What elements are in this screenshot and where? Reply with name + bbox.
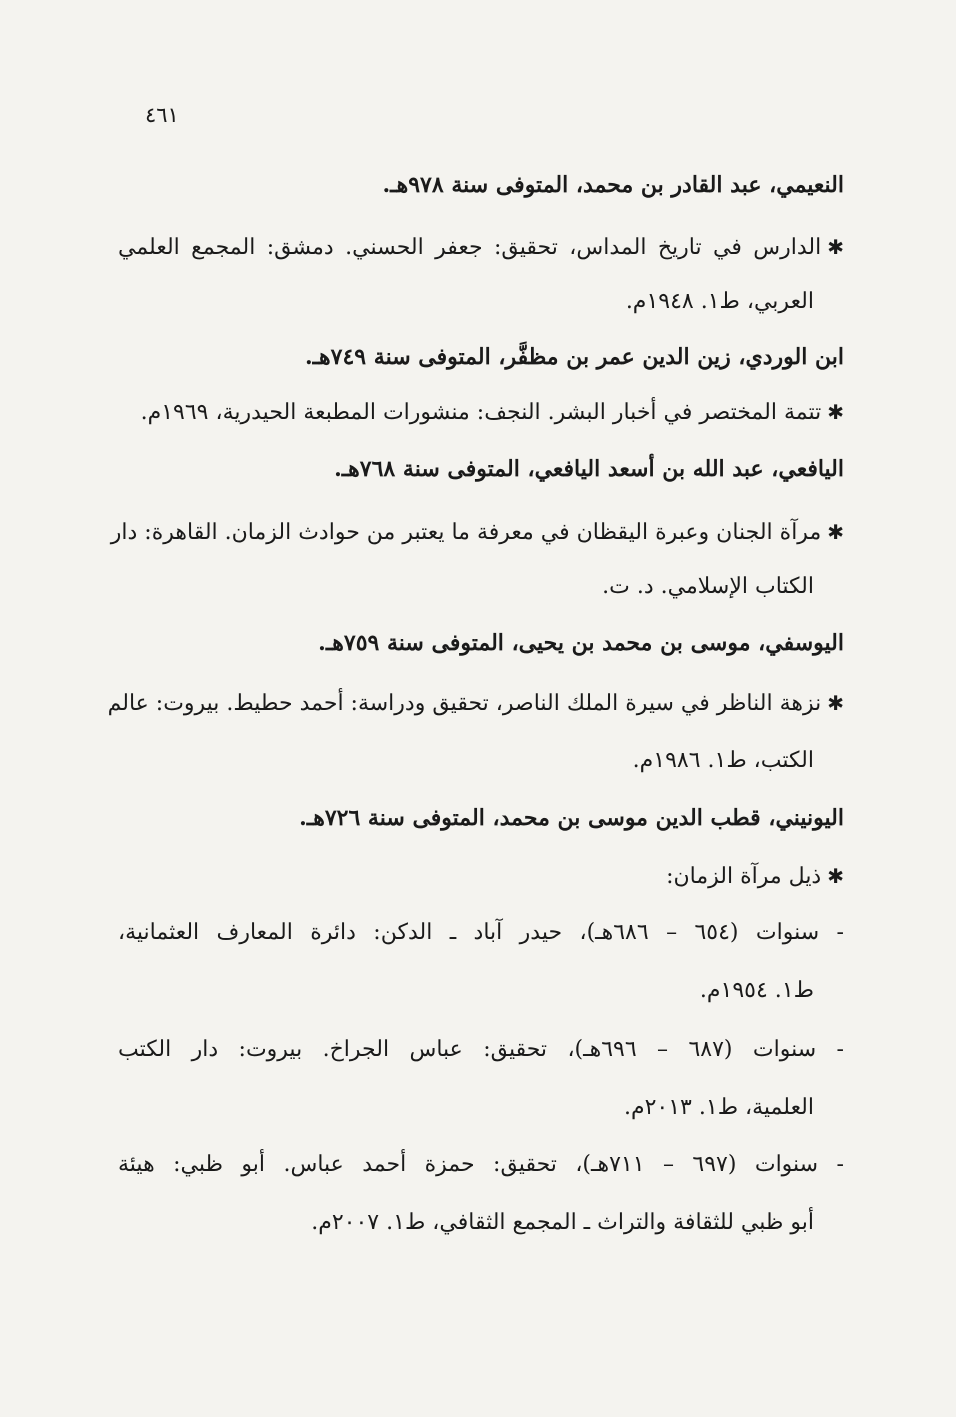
entry-line-continuation: العربي، ط١. ١٩٤٨م. (625, 289, 814, 314)
bullet-star-icon: ✱ (827, 235, 844, 259)
author-heading-ibn-al-wardi: ابن الوردي، زين الدين عمر بن مظفَّر، المتوفى سنة ٧٤٩هـ. (304, 344, 844, 370)
entry-line-continuation: الكتب، ط١. ١٩٨٦م. (632, 748, 814, 773)
entry-text: الدارس في تاريخ المداس، تحقيق: جعفر الحسني. دمشق: المجمع العلمي (118, 235, 822, 260)
page-number: ٤٦١ (145, 103, 179, 127)
entry-text: نزهة الناظر في سيرة الملك الناصر، تحقيق ودراسة: أحمد حطيط. بيروت: عالم (107, 691, 822, 716)
sub-entry-continuation: أبو ظبي للثقافة والتراث ـ المجمع الثقافي، ط١. ٢٠٠٧م. (311, 1210, 814, 1235)
bullet-star-icon: ✱ (827, 691, 844, 715)
entry-line-continuation: الكتاب الإسلامي. د. ت. (602, 574, 814, 599)
entry-text: ذيل مرآة الزمان: (666, 864, 822, 889)
author-heading-yunini: اليونيني، قطب الدين موسى بن محمد، المتوفى سنة ٧٢٦هـ. (299, 805, 844, 831)
author-heading-nuaimi: النعيمي، عبد القادر بن محمد، المتوفى سنة ٩٧٨هـ. (382, 172, 844, 198)
sub-entry-line: - سنوات (٦٨٧ – ٦٩٦هـ)، تحقيق: عباس الجراخ. بيروت: دار الكتب (118, 1037, 844, 1062)
sub-entry-line: - سنوات (٦٥٤ – ٦٨٦هـ)، حيدر آباد ـ الدكن: دائرة المعارف العثمانية، (118, 920, 844, 945)
sub-entry-continuation: العلمية، ط١. ٢٠١٣م. (623, 1095, 814, 1120)
entry-text: تتمة المختصر في أخبار البشر. النجف: منشورات المطبعة الحيدرية، ١٩٦٩م. (140, 400, 822, 425)
entry-line (110, 517, 844, 548)
sub-entry-continuation: ط١. ١٩٥٤م. (699, 978, 814, 1003)
entry-line (107, 688, 844, 719)
entry-line (141, 397, 844, 428)
entry-text: مرآة الجنان وعبرة اليقظان في معرفة ما يعتبر من حوادث الزمان. القاهرة: دار (110, 520, 822, 545)
entry-line (666, 861, 844, 892)
bullet-star-icon: ✱ (827, 520, 844, 544)
bullet-star-icon: ✱ (827, 400, 844, 424)
entry-line (118, 232, 844, 263)
author-heading-yafii: اليافعي، عبد الله بن أسعد اليافعي، المتوفى سنة ٧٦٨هـ. (334, 456, 844, 482)
author-heading-yusufi: اليوسفي، موسى بن محمد بن يحيى، المتوفى سنة ٧٥٩هـ. (318, 630, 844, 656)
sub-entry-line: - سنوات (٦٩٧ – ٧١١هـ)، تحقيق: حمزة أحمد عباس. أبو ظبي: هيئة (118, 1152, 844, 1177)
bullet-star-icon: ✱ (827, 864, 844, 888)
